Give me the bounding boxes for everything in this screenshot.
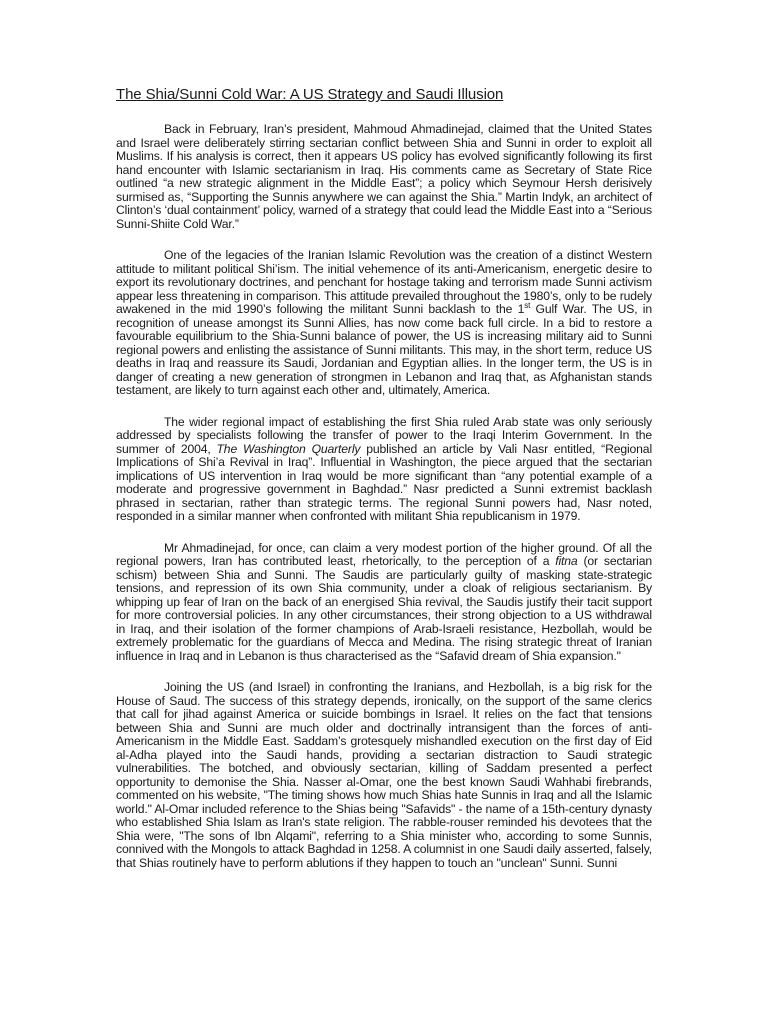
publication-title: The Washington Quarterly xyxy=(216,441,361,456)
italic-term: fitna xyxy=(555,554,578,568)
paragraph-4 xyxy=(116,542,652,664)
ordinal-superscript: st xyxy=(524,300,531,310)
paragraph-4-text-b: (or sectarian schism) between Shia and Sunni. The Saudis are particularly guilty of masking state-strategic tensions, and repression of its own Shia community, under a cloak of religious sectarianism. By whipping up fear of Iran on the back of an energised Shia revival, the Saudis justify their tacit support for more controversial policies. In any other circumstances, their strong objection to a US withdrawal in Iraq, and their isolation of the former champions of Arab-Israeli resistance, Hezbollah, would be extremely problematic for the guardians of Mecca and Medina. The rising strategic threat of Iranian influence in Iraq and in Lebanon is thus characterised as the “Safavid dream of Shia expansion." xyxy=(116,554,652,663)
paragraph-4-text-a: Mr Ahmadinejad, for once, can claim a very modest portion of the higher ground. Of all the regional powers, Iran has contributed least, rhetorically, to the perception of a xyxy=(116,540,652,568)
paragraph-3-text-b: published an article by Vali Nasr entitled, “Regional Implications of Shi’a Revival in Iraq”. Influential in Washington, the piece argued that the sectarian implications of US intervention in Iraq would be more significant than “any potential example of a moderate and progressive government in Baghdad.” Nasr predicted a Sunni extremist backlash phrased in sectarian, rather than strategic terms. The regional Sunni powers had, Nasr noted, responded in a similar manner when confronted with militant Shia republicanism in 1979. xyxy=(116,441,652,523)
paragraph-5: Joining the US (and Israel) in confronting the Iranians, and Hezbollah, is a big risk for the House of Saud. The success of this strategy depends, ironically, on the support of the same clerics that call for jihad against America or suicide bombings in Israel. It relies on the fact that tensions between Shia and Sunni are much older and doctrinally intransigent than the forces of anti-Americanism in the Middle East. Saddam’s grotesquely mishandled execution on the first day of Eid al-Adha played into the Saudi hands, providing a sectarian distraction to Saudi strategic vulnerabilities. The botched, and obviously sectarian, killing of Saddam presented a perfect opportunity to demonise the Shia. Nasser al-Omar, one the best known Saudi Wahhabi firebrands, commented on his website, "The timing shows how much Shias hate Sunnis in Iraq and all the Islamic world." Al-Omar included reference to the Shias being "Safavids" - the name of a 15th-century dynasty who established Shia Islam as Iran's state religion. The rabble-rouser reminded his devotees that the Shia were, "The sons of Ibn Alqami", referring to a Shia minister who, according to some Sunnis, connived with the Mongols to attack Baghdad in 1258. A columnist in one Saudi daily asserted, falsely, that Shias routinely have to perform ablutions if they happen to touch an "unclean" Sunni. Sunni xyxy=(116,680,652,870)
paragraph-2-text-a: One of the legacies of the Iranian Islamic Revolution was the creation of a distinct Western attitude to militant political Shi’ism. The initial vehemence of its anti-Americanism, energetic desire to export its revolutionary doctrines, and penchant for hostage taking and terrorism made Sunni activism appear less threatening in comparison. This attitude prevailed throughout the 1980’s, only to be rudely awakened in the mid 1990’s following the militant Sunni backlash to the 1 xyxy=(116,248,652,316)
document-title: The Shia/Sunni Cold War: A US Strategy and Saudi Illusion xyxy=(116,86,504,103)
paragraph-3 xyxy=(116,416,652,524)
paragraph-1: Back in February, Iran’s president, Mahmoud Ahmadinejad, claimed that the United States and Israel were deliberately stirring sectarian conflict between Shia and Sunni in order to exploit all Muslims. If his analysis is correct, then it appears US policy has evolved significantly following its first hand encounter with Islamic sectarianism in Iraq. His comments came as Secretary of State Rice outlined “a new strategic alignment in the Middle East”; a policy which Seymour Hersh derisively surmised as, “Supporting the Sunnis anywhere we can against the Shia.” Martin Indyk, an architect of Clinton’s ‘dual containment’ policy, warned of a strategy that could lead the Middle East into a “Serious Sunni-Shiite Cold War.” xyxy=(116,122,652,231)
paragraph-2 xyxy=(116,249,652,398)
paragraph-2-text-b: Gulf War. The US, in recognition of unease amongst its Sunni Allies, has now come back full circle. In a bid to restore a favourable equilibrium to the Shia-Sunni balance of power, the US is increasing military aid to Sunni regional powers and enlisting the assistance of Sunni militants. This may, in the short term, reduce US deaths in Iraq and reassure its Saudi, Jordanian and Egyptian allies. In the longer term, the US is in danger of creating a new generation of strongmen in Lebanon and Iraq that, as Afghanistan stands testament, are likely to turn against each other and, ultimately, America. xyxy=(116,302,652,397)
paragraph-3-text-a: The wider regional impact of establishing the first Shia ruled Arab state was only seriously addressed by specialists following the transfer of power to the Iraqi Interim Government. In the summer of 2004, xyxy=(116,414,652,456)
